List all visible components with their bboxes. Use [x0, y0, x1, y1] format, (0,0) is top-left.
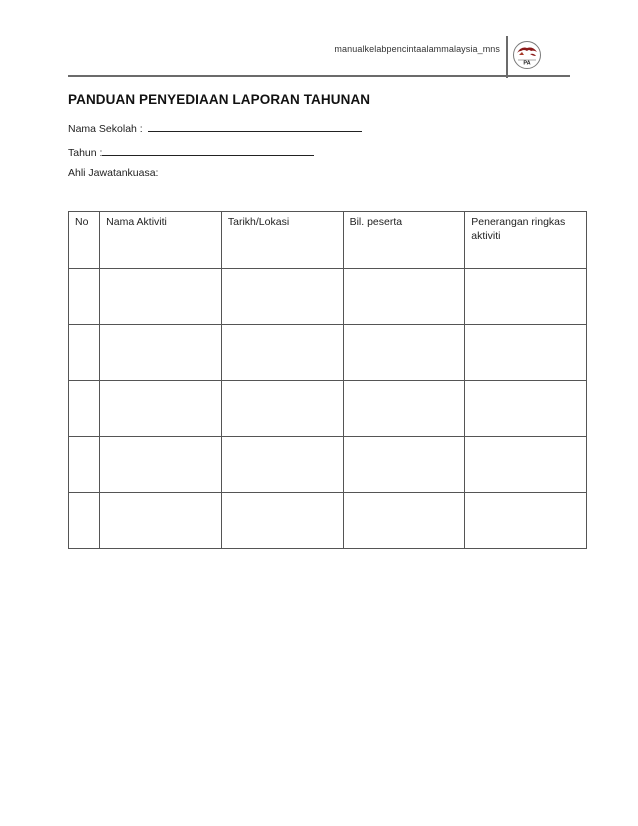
table-cell: [69, 269, 100, 325]
header-nama-aktiviti-text: Nama Aktiviti: [106, 216, 167, 228]
logo-text: PA: [523, 60, 531, 67]
table-cell: [69, 437, 100, 493]
ahli-jawatankuasa-label: Ahli Jawatankuasa:: [68, 167, 159, 179]
nama-sekolah-label: Nama Sekolah :: [68, 123, 143, 135]
header-penerangan-text: Penerangan ringkas aktiviti: [471, 216, 566, 242]
header-tarikh-lokasi: [221, 212, 343, 269]
header-no-text: No: [75, 216, 89, 228]
table-cell: [465, 269, 587, 325]
header-text: manualkelabpencintaalammalaysia_mns: [334, 44, 500, 54]
table-row: [69, 493, 587, 549]
tahun-label: Tahun :: [68, 147, 103, 159]
table-cell: [100, 437, 222, 493]
table-cell: [343, 437, 465, 493]
table-row: [69, 325, 587, 381]
table-cell: [69, 325, 100, 381]
header-bil-peserta-text: Bil. peserta: [349, 216, 403, 228]
table-cell: [69, 381, 100, 437]
table-cell: [100, 269, 222, 325]
table-header-row: [69, 212, 587, 269]
table-cell: [343, 381, 465, 437]
page-header: [68, 36, 570, 78]
table-cell: [465, 381, 587, 437]
header-penerangan: [465, 212, 587, 269]
header-nama-aktiviti: [100, 212, 222, 269]
table-cell: [69, 493, 100, 549]
table-row: [69, 437, 587, 493]
header-tarikh-lokasi-text: Tarikh/Lokasi: [227, 216, 290, 228]
table-cell: [221, 437, 343, 493]
activity-table: [68, 211, 587, 549]
club-logo-icon: [512, 40, 542, 70]
nama-sekolah-blank-line: [148, 121, 362, 132]
table-cell: [465, 493, 587, 549]
field-nama-sekolah: [68, 121, 362, 135]
table-cell: [221, 269, 343, 325]
table-row: [69, 269, 587, 325]
table-cell: [343, 493, 465, 549]
table-cell: [465, 325, 587, 381]
table-cell: [100, 493, 222, 549]
table-cell: [343, 325, 465, 381]
table-cell: [221, 325, 343, 381]
table-cell: [100, 325, 222, 381]
table-cell: [465, 437, 587, 493]
field-ahli-jawatankuasa: [68, 167, 158, 179]
header-bil-peserta: [343, 212, 465, 269]
header-no: [69, 212, 100, 269]
table-cell: [343, 269, 465, 325]
table-row: [69, 381, 587, 437]
document-title: PANDUAN PENYEDIAAN LAPORAN TAHUNAN: [68, 92, 371, 107]
header-divider-vertical: [506, 36, 508, 78]
header-divider-horizontal: [68, 75, 570, 77]
tahun-blank-line: [102, 145, 314, 156]
table-cell: [221, 493, 343, 549]
table-cell: [221, 381, 343, 437]
table-cell: [100, 381, 222, 437]
field-tahun: [68, 145, 314, 159]
